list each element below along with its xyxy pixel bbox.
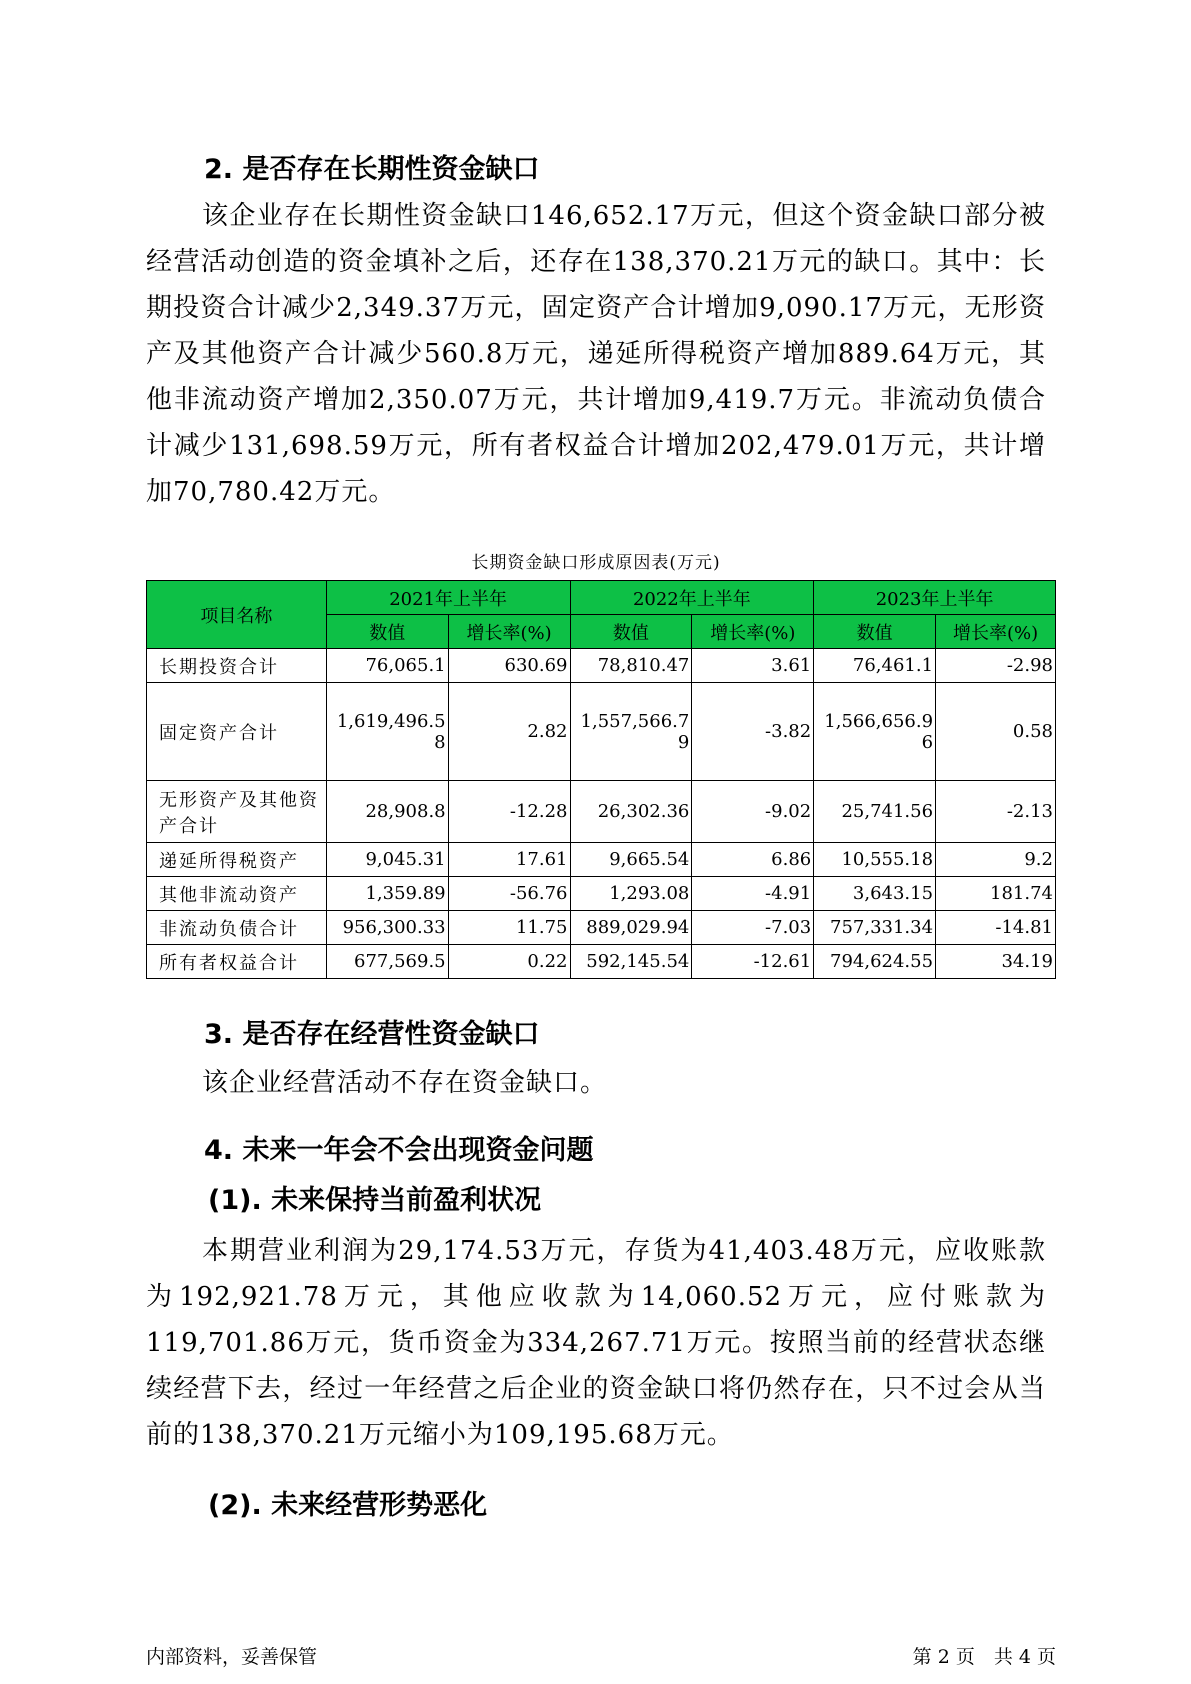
growth-cell: 11.75 <box>448 911 570 945</box>
value-header: 数值 <box>326 615 448 649</box>
period-header-2021: 2021年上半年 <box>326 581 570 615</box>
section-2-heading: 2. 是否存在长期性资金缺口 <box>204 154 540 185</box>
value-cell: 1,293.08 <box>570 877 692 911</box>
row-name: 其他非流动资产 <box>147 877 327 911</box>
section-2-paragraph: 该企业存在长期性资金缺口146,652.17万元，但这个资金缺口部分被经营活动创造的资金填补之后，还存在138,370.21万元的缺口。其中：长期投资合计减少2,349.37万元，固定资产合计增加9,090.17万元，无形资产及其他资产合计减少560.8万元，递延所得税资产增加889.64万元，其他非流动资产增加2,350.07万元，共计增加9,419.7万元。非流动负债合计减少131,698.59万元，所有者权益合计增加202,479.01万元，共计增加70,780.42万元。 <box>146 201 1046 507</box>
row-name: 固定资产合计 <box>147 683 327 781</box>
growth-cell: 2.82 <box>448 683 570 781</box>
long-term-gap-table <box>146 580 1056 979</box>
value-cell: 25,741.56 <box>814 781 936 843</box>
growth-cell: 34.19 <box>936 945 1056 979</box>
growth-cell: -2.98 <box>936 649 1056 683</box>
row-name: 所有者权益合计 <box>147 945 327 979</box>
value-cell: 1,619,496.58 <box>326 683 448 781</box>
value-cell: 1,359.89 <box>326 877 448 911</box>
row-name: 递延所得税资产 <box>147 843 327 877</box>
value-cell: 592,145.54 <box>570 945 692 979</box>
value-cell: 1,566,656.96 <box>814 683 936 781</box>
period-header-2022: 2022年上半年 <box>570 581 814 615</box>
table-row <box>147 683 1056 781</box>
footer-page-number: 第 2 页 共 4 页 <box>912 1646 1056 1668</box>
value-header: 数值 <box>570 615 692 649</box>
table-row <box>147 781 1056 843</box>
value-cell: 1,557,566.79 <box>570 683 692 781</box>
table-row <box>147 877 1056 911</box>
row-name: 无形资产及其他资产合计 <box>147 781 327 843</box>
growth-header: 增长率(%) <box>692 615 814 649</box>
value-cell: 28,908.8 <box>326 781 448 843</box>
value-cell: 794,624.55 <box>814 945 936 979</box>
section-3-heading: 3. 是否存在经营性资金缺口 <box>204 1019 540 1050</box>
table-caption: 长期资金缺口形成原因表(万元) <box>471 553 721 573</box>
table-row <box>147 911 1056 945</box>
subsection-2-heading: (2). 未来经营形势恶化 <box>208 1490 488 1521</box>
value-header: 数值 <box>814 615 936 649</box>
growth-cell: -12.61 <box>692 945 814 979</box>
table-row <box>147 649 1056 683</box>
value-cell: 78,810.47 <box>570 649 692 683</box>
row-name: 长期投资合计 <box>147 649 327 683</box>
value-cell: 757,331.34 <box>814 911 936 945</box>
value-cell: 10,555.18 <box>814 843 936 877</box>
growth-cell: 181.74 <box>936 877 1056 911</box>
value-cell: 26,302.36 <box>570 781 692 843</box>
value-cell: 956,300.33 <box>326 911 448 945</box>
value-cell: 76,461.1 <box>814 649 936 683</box>
growth-cell: 17.61 <box>448 843 570 877</box>
growth-cell: 6.86 <box>692 843 814 877</box>
item-name-header: 项目名称 <box>147 581 327 649</box>
table-row <box>147 843 1056 877</box>
value-cell: 3,643.15 <box>814 877 936 911</box>
period-header-2023: 2023年上半年 <box>814 581 1056 615</box>
value-cell: 76,065.1 <box>326 649 448 683</box>
growth-cell: 630.69 <box>448 649 570 683</box>
growth-cell: -2.13 <box>936 781 1056 843</box>
subsection-1-paragraph: 本期营业利润为29,174.53万元，存货为41,403.48万元，应收账款为192,921.78万元，其他应收款为14,060.52万元，应付账款为119,701.86万元，货币资金为334,267.71万元。按照当前的经营状态继续经营下去，经过一年经营之后企业的资金缺口将仍然存在，只不过会从当前的138,370.21万元缩小为109,195.68万元。 <box>146 1236 1046 1450</box>
value-cell: 677,569.5 <box>326 945 448 979</box>
growth-cell: 3.61 <box>692 649 814 683</box>
subsection-1-heading: (1). 未来保持当前盈利状况 <box>208 1185 542 1216</box>
growth-cell: 0.58 <box>936 683 1056 781</box>
section-3-paragraph: 该企业经营活动不存在资金缺口。 <box>202 1068 608 1098</box>
growth-cell: -14.81 <box>936 911 1056 945</box>
growth-cell: -56.76 <box>448 877 570 911</box>
growth-cell: 9.2 <box>936 843 1056 877</box>
value-cell: 9,045.31 <box>326 843 448 877</box>
value-cell: 889,029.94 <box>570 911 692 945</box>
row-name: 非流动负债合计 <box>147 911 327 945</box>
growth-cell: -4.91 <box>692 877 814 911</box>
growth-cell: -9.02 <box>692 781 814 843</box>
growth-cell: -3.82 <box>692 683 814 781</box>
footer-confidential-note: 内部资料，妥善保管 <box>146 1646 318 1668</box>
section-4-heading: 4. 未来一年会不会出现资金问题 <box>204 1135 594 1166</box>
growth-header: 增长率(%) <box>936 615 1056 649</box>
growth-cell: -7.03 <box>692 911 814 945</box>
growth-header: 增长率(%) <box>448 615 570 649</box>
growth-cell: -12.28 <box>448 781 570 843</box>
value-cell: 9,665.54 <box>570 843 692 877</box>
table-row <box>147 945 1056 979</box>
growth-cell: 0.22 <box>448 945 570 979</box>
